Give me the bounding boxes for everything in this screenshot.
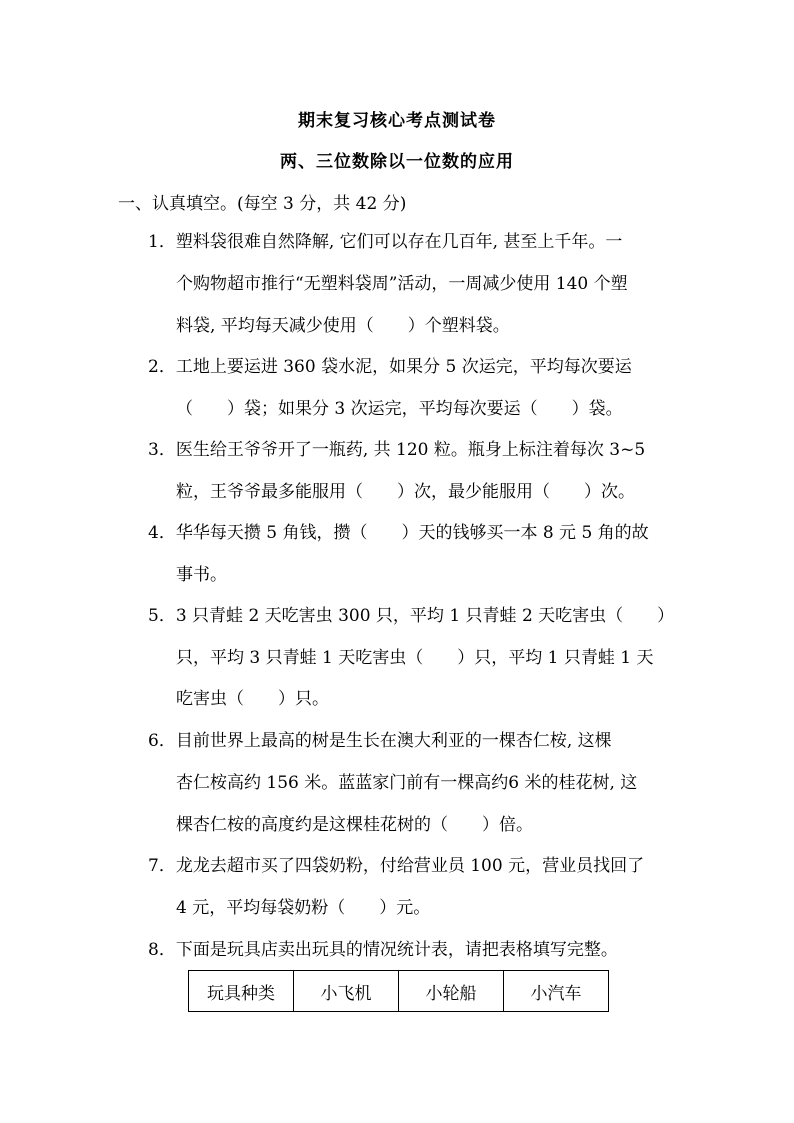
question-6-line-1: 6．目前世界上最高的树是生长在澳大利亚的一棵杏仁桉, 这棵 [148, 731, 612, 751]
question-5-line-1: 5．3 只青蛙 2 天吃害虫 300 只，平均 1 只青蛙 2 天吃害虫（ ） [148, 606, 675, 626]
question-2-line-2: （ ）袋；如果分 3 次运完，平均每次要运（ ）袋。 [176, 399, 623, 419]
toy-sales-table [188, 970, 609, 1012]
question-6-line-3: 棵杏仁桉的高度约是这棵桂花树的（ ）倍。 [176, 815, 533, 835]
question-1-line-2: 个购物超市推行“无塑料袋周”活动，一周减少使用 140 个塑 [176, 274, 628, 294]
question-2-line-1: 2．工地上要运进 360 袋水泥，如果分 5 次运完，平均每次要运 [148, 357, 632, 377]
table-header-cell: 玩具种类 [189, 971, 294, 1012]
page-title: 期末复习核心考点测试卷 [298, 111, 496, 131]
section-heading: 一、认真填空。(每空 3 分，共 42 分) [118, 194, 407, 214]
question-7-line-2: 4 元，平均每袋奶粉（ ）元。 [176, 898, 431, 918]
question-4-line-2: 事书。 [176, 565, 227, 585]
question-4-line-1: 4．华华每天攒 5 角钱，攒（ ）天的钱够买一本 8 元 5 角的故 [148, 523, 649, 543]
table-header-cell: 小轮船 [399, 971, 504, 1012]
table-header-cell: 小飞机 [294, 971, 399, 1012]
question-1-line-3: 料袋, 平均每天减少使用（ ）个塑料袋。 [176, 316, 510, 336]
page-subtitle: 两、三位数除以一位数的应用 [280, 152, 514, 172]
table-header-cell: 小汽车 [504, 971, 609, 1012]
question-6-line-2: 杏仁桉高约 156 米。蓝蓝家门前有一棵高约6 米的桂花树, 这 [176, 773, 638, 793]
question-7-line-1: 7．龙龙去超市买了四袋奶粉，付给营业员 100 元，营业员找回了 [148, 856, 645, 876]
question-5-line-3: 吃害虫（ ）只。 [176, 689, 329, 709]
question-1-line-1: 1．塑料袋很难自然降解, 它们可以存在几百年, 甚至上千年。一 [148, 232, 623, 252]
question-8-line-1: 8．下面是玩具店卖出玩具的情况统计表，请把表格填写完整。 [148, 940, 618, 960]
question-3-line-1: 3．医生给王爷爷开了一瓶药, 共 120 粒。瓶身上标注着每次 3~5 [148, 440, 646, 460]
question-5-line-2: 只，平均 3 只青蛙 1 天吃害虫（ ）只，平均 1 只青蛙 1 天 [176, 648, 654, 668]
table-row [189, 971, 609, 1012]
question-3-line-2: 粒，王爷爷最多能服用（ ）次，最少能服用（ ）次。 [176, 482, 635, 502]
